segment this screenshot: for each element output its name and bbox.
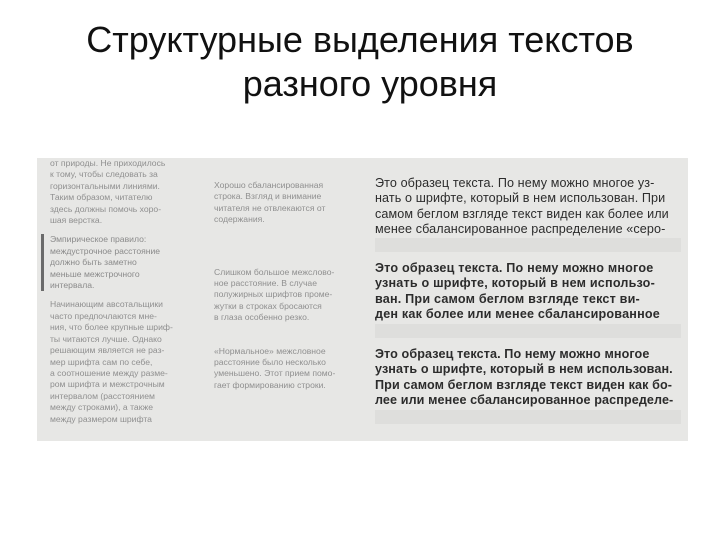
sample-block-reduced-spacing [375, 347, 681, 409]
text-line: меньше межстрочного [50, 268, 140, 279]
text-line: гает формированию строки. [214, 379, 326, 390]
sample-block-regular [375, 176, 681, 238]
text-line: «Нормальное» межсловное [214, 345, 326, 356]
text-line: жутки в строках бросаются [214, 300, 322, 311]
text-line: шая верстка. [50, 215, 103, 226]
sample-line: При самом беглом взгляде текст виден как бо- [375, 377, 673, 392]
text-line: интервала. [50, 280, 95, 291]
middle-captions-column [214, 158, 364, 391]
text-line: ты читаются лучше. Однако [50, 333, 162, 344]
text-line: должно быть заметно [50, 257, 137, 268]
text-line: ния, что более крупные шриф- [50, 322, 173, 333]
sample-line: узнать о шрифте, который в нем использован. [375, 362, 673, 377]
ghost-line [375, 410, 681, 424]
text-line: читателя не отвлекаются от [214, 202, 326, 213]
text-line: между строками), а также [50, 402, 153, 413]
caption-1 [214, 180, 364, 226]
text-line: между размером шрифта [50, 413, 152, 424]
text-line: часто предпочлаются мне- [50, 310, 157, 321]
text-line: Слишком большое межслово- [214, 266, 335, 277]
text-line: ное расстояние. В случае [214, 278, 317, 289]
sample-line: менее сбалансированное распределение «серо- [375, 222, 666, 237]
ghost-line [375, 238, 681, 252]
text-line: Таким образом, читателю [50, 192, 153, 203]
text-line: горизонтальными линиями. [50, 180, 160, 191]
text-line: к тому, чтобы следовать за [50, 169, 158, 180]
sample-line: лее или менее сбалансированное распределе- [375, 393, 674, 408]
caption-3 [214, 346, 364, 392]
sample-line: Это образец текста. По нему можно многое [375, 347, 650, 361]
text-line: уменьшено. Этот прием помо- [214, 368, 336, 379]
caption-2 [214, 267, 364, 324]
text-line: от природы. Не приходилось [50, 158, 166, 168]
rule-of-thumb-aside [41, 234, 202, 291]
left-notes-column [50, 158, 202, 425]
text-line: Начинающим авсотальщики [50, 299, 163, 310]
note-paragraph-1 [50, 158, 202, 226]
sample-block-wide-spacing [375, 261, 681, 323]
sample-line: ден как более или менее сбалансированное [375, 307, 660, 322]
text-line: содержания. [214, 214, 265, 225]
sample-line: ван. При самом беглом взгляде текст ви- [375, 291, 640, 306]
note-paragraph-2 [50, 299, 202, 424]
text-line: мер шрифта сам по себе, [50, 356, 153, 367]
text-line: здесь должны помочь хоро- [50, 203, 162, 214]
text-line: строка. Взгляд и внимание [214, 191, 322, 202]
text-line: Эмпирическое правило: [50, 234, 147, 245]
sample-line: самом беглом взгляде текст виден как более или [375, 206, 669, 221]
text-line: полужирных шрифтов проме- [214, 289, 333, 300]
sample-line: узнать о шрифте, который в нем использо- [375, 276, 655, 291]
scanned-typography-page [37, 158, 688, 441]
slide-title-line-1: Структурные выделения текстов [86, 19, 634, 60]
ghost-line [375, 324, 681, 338]
sample-line: нать о шрифте, который в нем использован. При [375, 191, 666, 206]
text-line: интервалом (расстоянием [50, 390, 155, 401]
text-line: междустрочное расстояние [50, 245, 161, 256]
text-line: решающим является не раз- [50, 345, 165, 356]
text-line: расстояние было несколько [214, 357, 326, 368]
text-line: Хорошо сбалансированная [214, 180, 324, 190]
slide-title-line-2: разного уровня [242, 63, 498, 104]
sample-line: Это образец текста. По нему можно многое [375, 261, 654, 275]
text-line: ром шрифта и межстрочным [50, 379, 165, 390]
sample-line: Это образец текста. По нему можно многое уз- [375, 176, 655, 190]
text-line: а соотношение между разме- [50, 367, 168, 378]
slide-title [0, 18, 720, 106]
text-line: в глаза особенно резко. [214, 312, 310, 323]
